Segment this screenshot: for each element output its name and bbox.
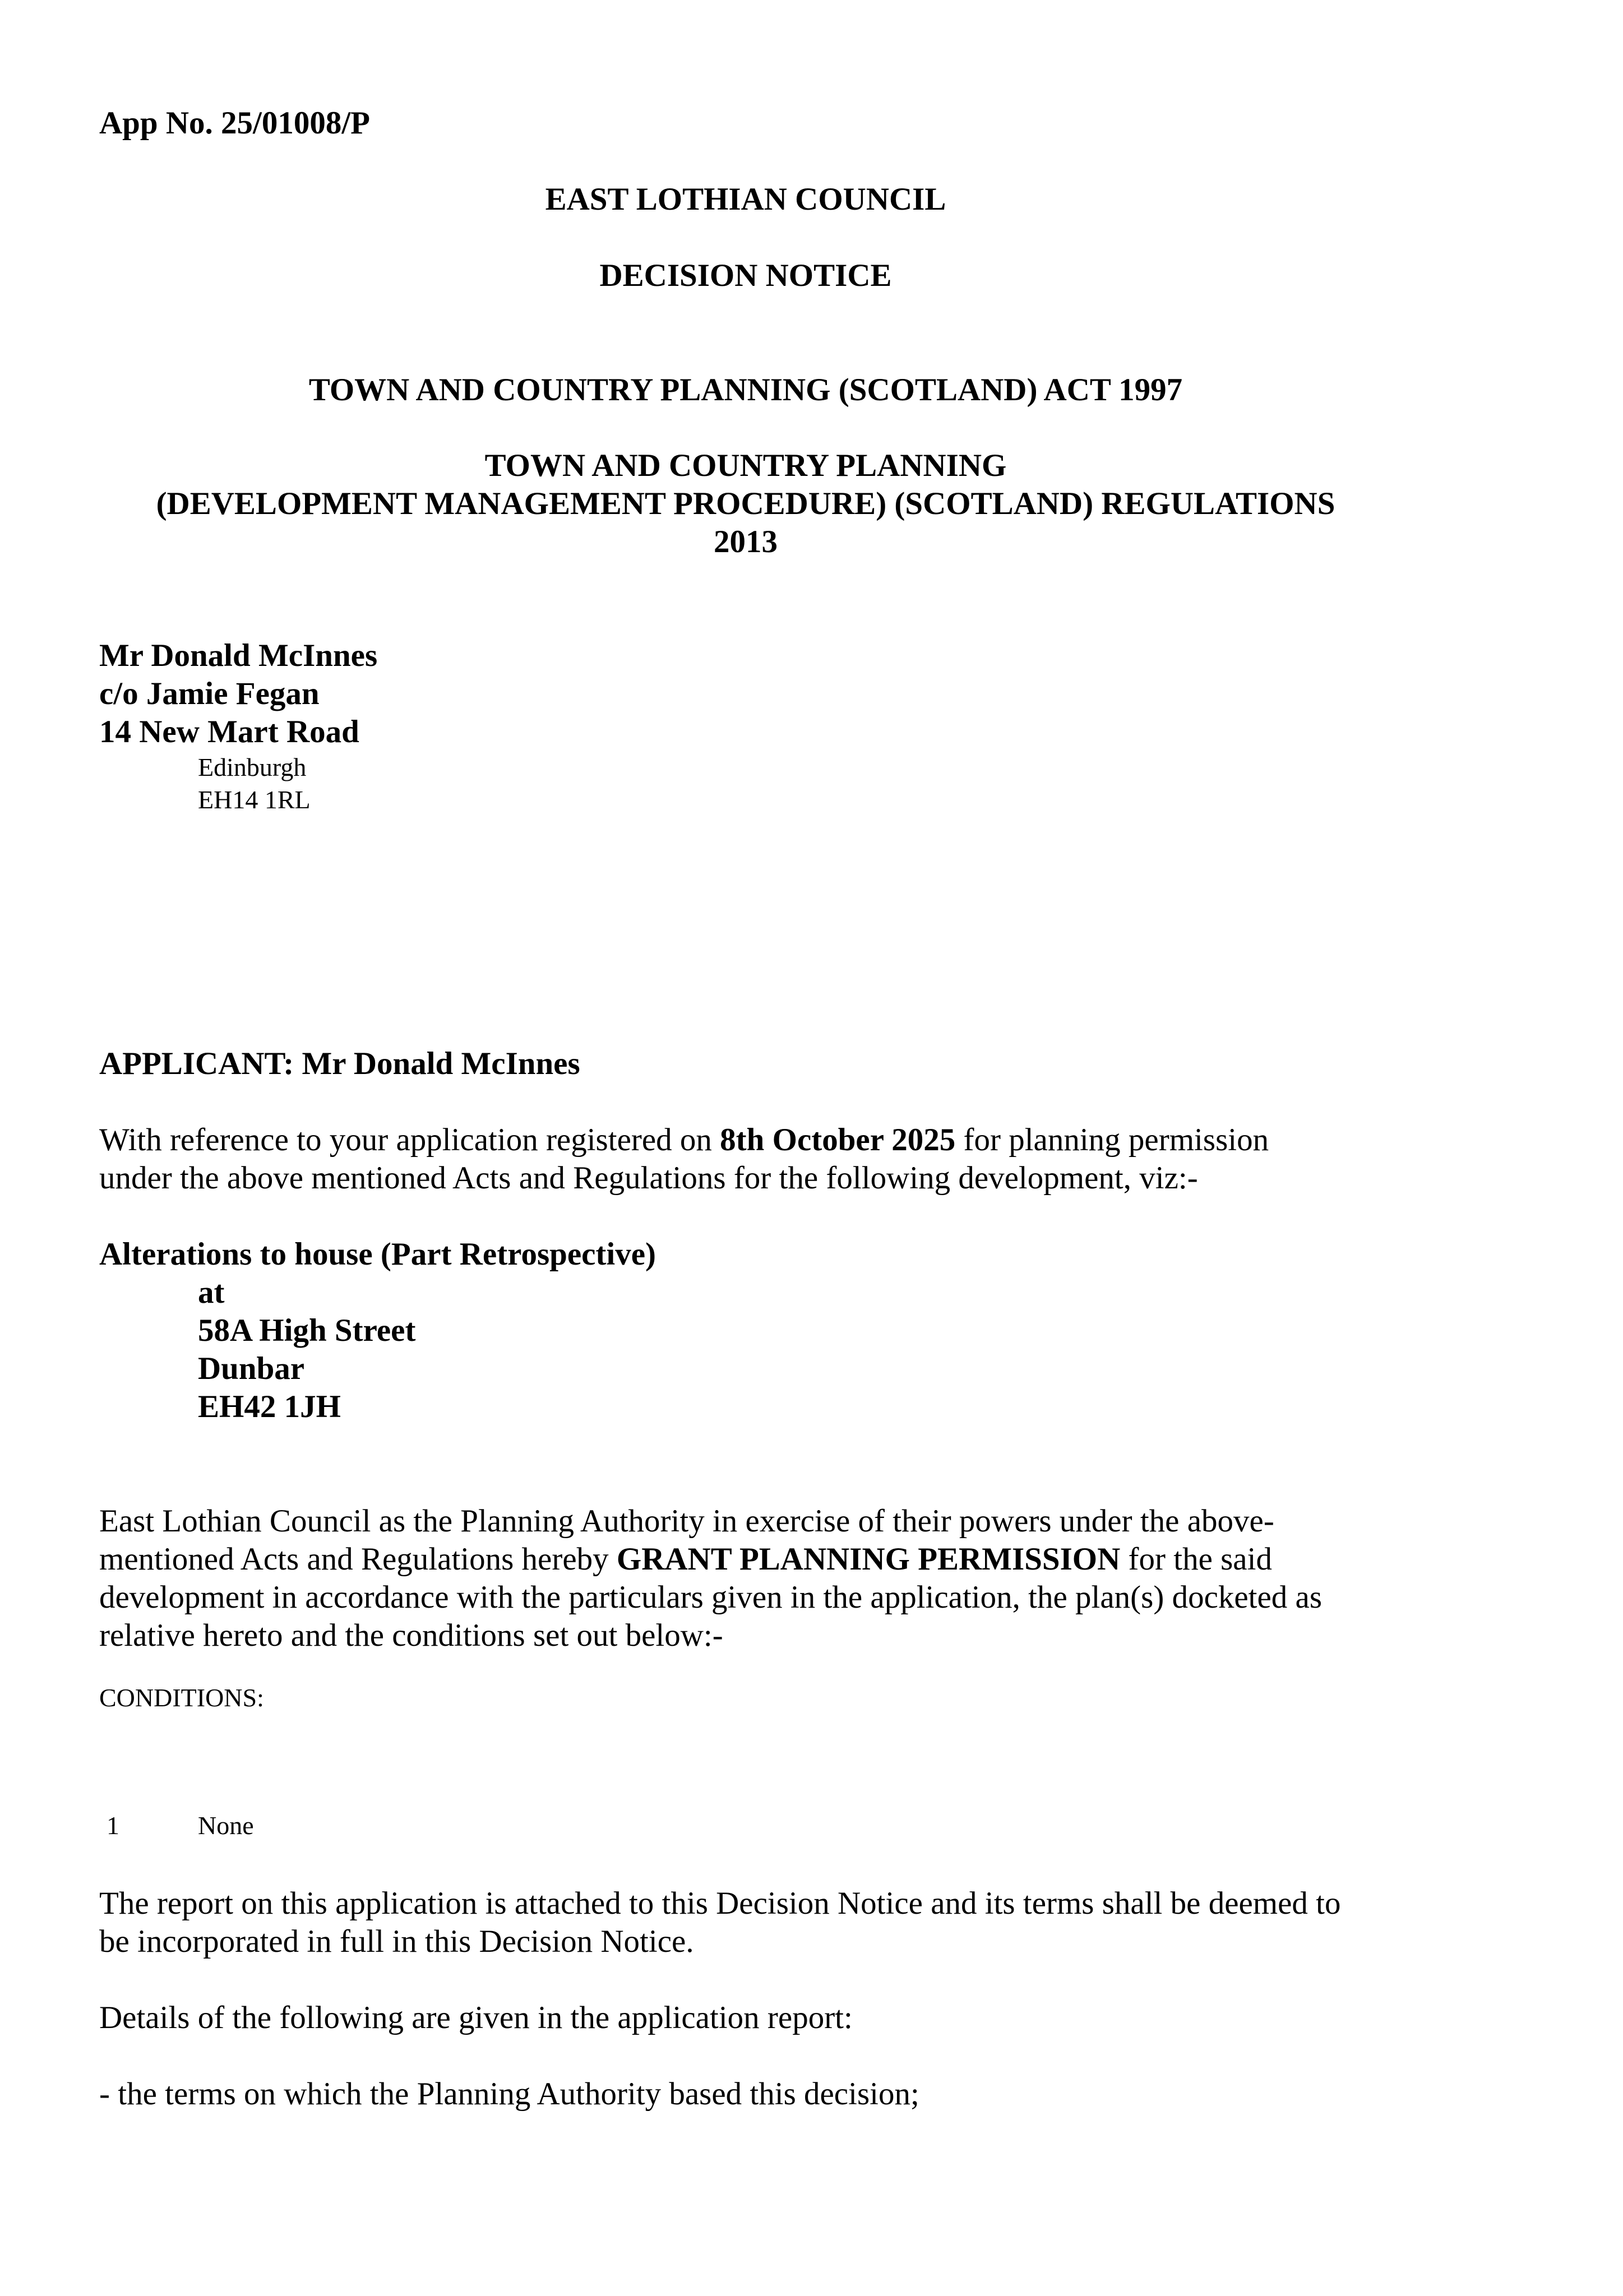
registration-date: 8th October 2025 xyxy=(720,1122,956,1158)
decision-line-4: relative hereto and the conditions set out below:- xyxy=(99,1618,723,1653)
regulations-heading-line-1: TOWN AND COUNTRY PLANNING xyxy=(484,448,1007,483)
applicant-line: APPLICANT: Mr Donald McInnes xyxy=(99,1046,580,1081)
act-heading: TOWN AND COUNTRY PLANNING (SCOTLAND) ACT 1997 xyxy=(308,372,1183,408)
decision-line-2-suffix: for the said xyxy=(1120,1542,1272,1577)
regulations-heading-line-3: 2013 xyxy=(714,524,778,559)
decision-line-3: development in accordance with the particulars given in the application, the plan(s) docketed as xyxy=(99,1580,1323,1615)
development-description: Alterations to house (Part Retrospective) xyxy=(99,1237,656,1272)
details-intro: Details of the following are given in the application report: xyxy=(99,2000,853,2035)
reference-line-2: under the above mentioned Acts and Regulations for the following development, viz:- xyxy=(99,1160,1198,1196)
decision-line-2-prefix: mentioned Acts and Regulations hereby xyxy=(99,1542,617,1577)
recipient-care-of: c/o Jamie Fegan xyxy=(99,676,320,711)
recipient-city: Edinburgh xyxy=(198,753,307,781)
decision-line-1: East Lothian Council as the Planning Authority in exercise of their powers under the above- xyxy=(99,1503,1274,1539)
development-postcode: EH42 1JH xyxy=(198,1389,341,1424)
council-name: EAST LOTHIAN COUNCIL xyxy=(545,182,946,217)
report-line-1: The report on this application is attached to this Decision Notice and its terms shall be deemed to xyxy=(99,1886,1341,1921)
reference-paragraph xyxy=(99,1121,1411,1197)
details-item-1: - the terms on which the Planning Authority based this decision; xyxy=(99,2076,919,2112)
decision-paragraph xyxy=(99,1502,1411,1655)
condition-text: None xyxy=(198,1811,254,1840)
conditions-heading: CONDITIONS: xyxy=(99,1683,264,1712)
report-paragraph xyxy=(99,1885,1411,1961)
condition-number: 1 xyxy=(107,1811,119,1840)
grant-permission-text: GRANT PLANNING PERMISSION xyxy=(616,1542,1121,1577)
application-number: App No. 25/01008/P xyxy=(99,105,370,141)
regulations-heading-line-2: (DEVELOPMENT MANAGEMENT PROCEDURE) (SCOTLAND) REGULATIONS xyxy=(156,486,1335,521)
recipient-postcode: EH14 1RL xyxy=(198,785,311,814)
recipient-street: 14 New Mart Road xyxy=(99,714,359,749)
reference-suffix: for planning permission xyxy=(955,1122,1269,1158)
reference-prefix: With reference to your application registered on xyxy=(99,1122,720,1158)
development-at: at xyxy=(198,1275,225,1310)
notice-title: DECISION NOTICE xyxy=(599,258,892,293)
recipient-name: Mr Donald McInnes xyxy=(99,638,378,673)
development-street: 58A High Street xyxy=(198,1313,416,1348)
report-line-2: be incorporated in full in this Decision Notice. xyxy=(99,1924,694,1959)
development-town: Dunbar xyxy=(198,1351,305,1386)
